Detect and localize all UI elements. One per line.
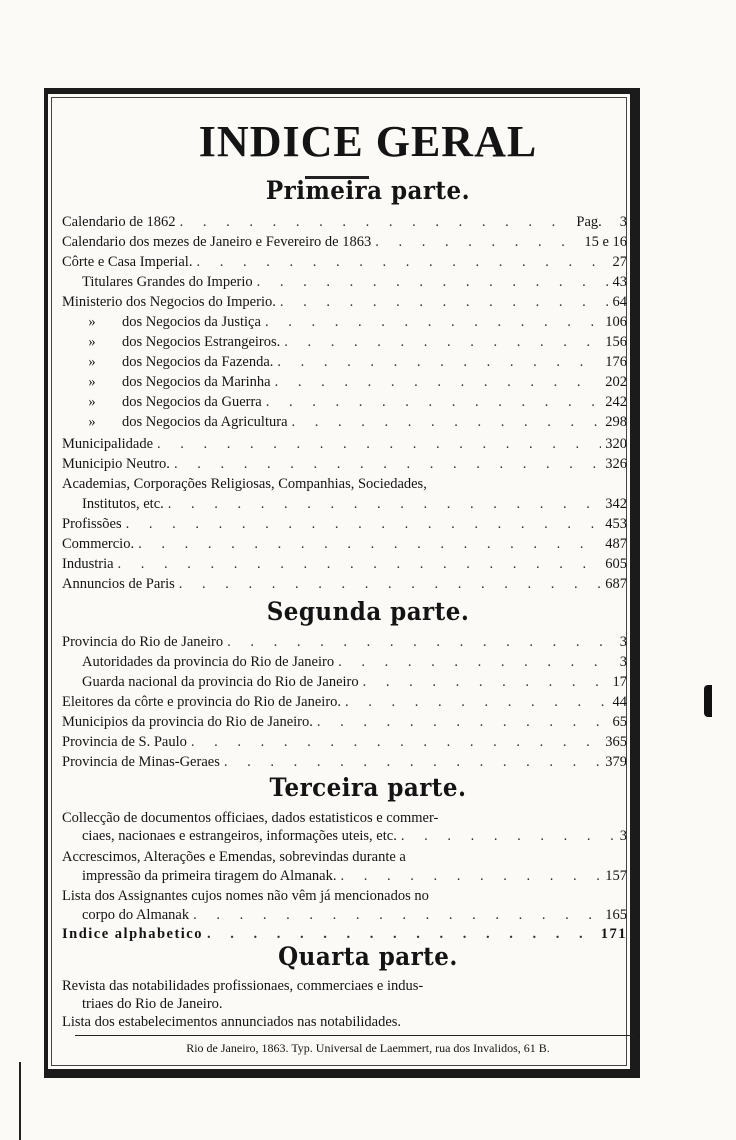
toc-entry[interactable]: corpo do Almanak . . . 165 <box>62 907 627 927</box>
toc-entry[interactable]: » dos Negocios da Marinha . . . 202 <box>62 374 627 394</box>
ditto-mark: » <box>88 414 96 430</box>
footer-rule <box>75 1035 635 1036</box>
toc-entry-line: Revista das notabilidades profissionaes, commerciaes e indus- <box>62 978 424 994</box>
toc-entry[interactable]: Indice alphabetico . . . 171 <box>62 926 627 946</box>
ditto-mark: » <box>88 394 96 410</box>
ditto-mark: » <box>88 334 96 350</box>
part-heading-1: Primeira parte. <box>265 176 471 205</box>
toc-entry[interactable]: Calendario dos mezes de Janeiro e Fevereiro de 1863 . . . 15 e 16 <box>62 234 627 254</box>
imprint-footer: Rio de Janeiro, 1863. Typ. Universal de Laemmert, rua dos Invalidos, 61 B. <box>186 1041 550 1055</box>
toc-entry[interactable]: » dos Negocios Estrangeiros. . . . 156 <box>62 334 627 354</box>
toc-entry[interactable]: » dos Negocios da Fazenda. . . . 176 <box>62 354 627 374</box>
toc-entry[interactable]: Provincia de Minas-Geraes . . . 379 <box>62 754 627 774</box>
page-title: INDICE GERAL <box>198 117 538 166</box>
ditto-mark: » <box>88 354 96 370</box>
toc-entry[interactable]: Calendario de 1862 . . . Pag. 3 <box>62 214 627 234</box>
toc-entry[interactable]: Annuncios de Paris . . . 687 <box>62 576 627 596</box>
ditto-mark: » <box>88 374 96 390</box>
part-heading-4: Quarta parte. <box>278 942 458 971</box>
toc-entry[interactable]: Municipio Neutro. . . . 326 <box>62 456 627 476</box>
toc-entry[interactable]: Provincia do Rio de Janeiro . . . 3 <box>62 634 627 654</box>
edge-mark <box>704 685 712 717</box>
toc-entry[interactable]: Profissões . . . 453 <box>62 516 627 536</box>
toc-entry[interactable]: Eleitores da côrte e provincia do Rio de Janeiro. . . . 44 <box>62 694 627 714</box>
toc-entry[interactable]: Municipalidade . . . 320 <box>62 436 627 456</box>
toc-entry[interactable]: » dos Negocios da Guerra . . . 242 <box>62 394 627 414</box>
toc-entry-line: Collecção de documentos officiaes, dados estatisticos e commer- <box>62 810 439 826</box>
toc-entry[interactable]: Côrte e Casa Imperial. . . . 27 <box>62 254 627 274</box>
toc-entry[interactable]: Municipios da provincia do Rio de Janeiro. . . . 65 <box>62 714 627 734</box>
toc-entry[interactable]: Autoridades da provincia do Rio de Janeiro . . . 3 <box>62 654 627 674</box>
toc-entry[interactable]: Institutos, etc. . . . 342 <box>62 496 627 516</box>
toc-entry[interactable]: » dos Negocios da Agricultura . . . 298 <box>62 414 627 434</box>
margin-line <box>19 1062 21 1140</box>
toc-entry[interactable]: Industria . . . 605 <box>62 556 627 576</box>
toc-entry[interactable]: Guarda nacional da provincia do Rio de Janeiro . . . 17 <box>62 674 627 694</box>
toc-entry[interactable]: Ministerio dos Negocios do Imperio. . . . 64 <box>62 294 627 314</box>
toc-entry[interactable]: » dos Negocios da Justiça . . . 106 <box>62 314 627 334</box>
part-heading-3: Terceira parte. <box>269 773 467 802</box>
toc-entry-line: Accrescimos, Alterações e Emendas, sobrevindas durante a <box>62 849 406 865</box>
toc-entry[interactable]: Provincia de S. Paulo . . . 365 <box>62 734 627 754</box>
part-heading-2: Segunda parte. <box>266 597 470 626</box>
toc-entry-line: Lista dos estabelecimentos annunciados nas notabilidades. <box>62 1014 402 1030</box>
toc-entry-line: Lista dos Assignantes cujos nomes não vêm já mencionados no <box>62 888 429 904</box>
toc-entry[interactable]: ciaes, nacionaes e estrangeiros, informações uteis, etc. . . . 3 <box>62 828 627 848</box>
toc-entry-line: Academias, Corporações Religiosas, Companhias, Sociedades, <box>62 476 427 492</box>
pag-label: Pag. <box>576 214 602 230</box>
toc-entry-line: triaes do Rio de Janeiro. <box>82 996 223 1012</box>
toc-entry[interactable]: Commercio. . . . 487 <box>62 536 627 556</box>
toc-entry[interactable]: Titulares Grandes do Imperio . . . 43 <box>62 274 627 294</box>
ditto-mark: » <box>88 314 96 330</box>
toc-entry[interactable]: impressão da primeira tiragem do Almanak. . . . 157 <box>62 868 627 888</box>
